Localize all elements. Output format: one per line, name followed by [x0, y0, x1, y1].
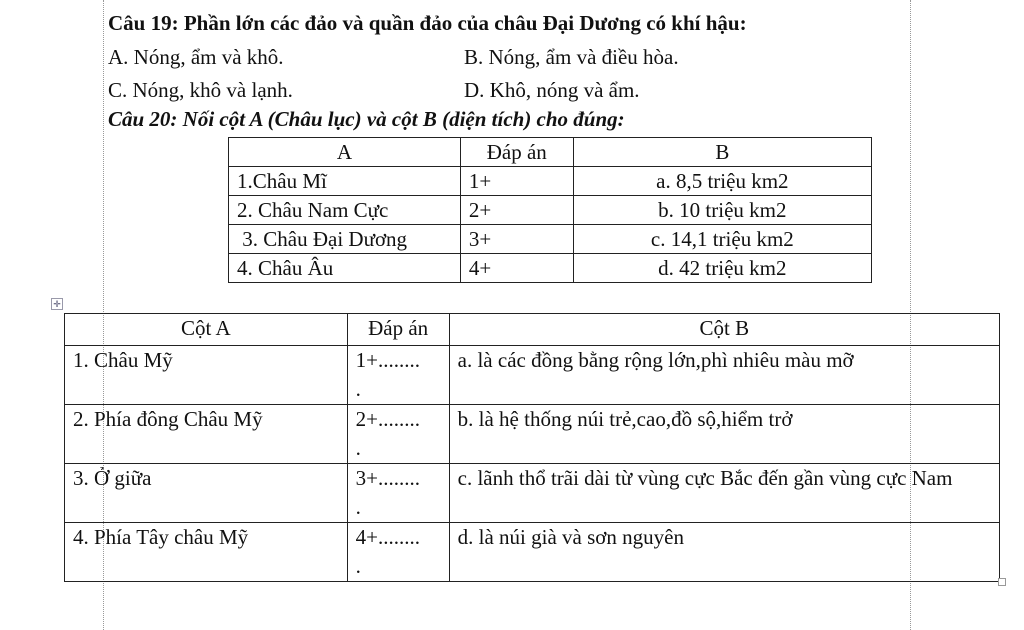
table-header-row — [65, 314, 1000, 346]
cell-answer[interactable]: 3+ — [460, 225, 573, 254]
option-c: C. Nóng, khô và lạnh. — [108, 78, 293, 102]
cell-a: 3. Ở giữa — [65, 464, 348, 523]
cell-answer[interactable]: 2+ — [460, 196, 573, 225]
option-a: A. Nóng, ẩm và khô. — [108, 45, 284, 69]
table-row — [65, 405, 1000, 464]
answer-blank[interactable]: 3+........ — [355, 466, 421, 490]
cell-answer[interactable] — [347, 405, 449, 464]
table-resize-handle-icon[interactable] — [998, 578, 1006, 586]
answer-blank[interactable]: 1+........ — [355, 348, 421, 372]
table-row — [229, 225, 872, 254]
cell-b: d. là núi già và sơn nguyên — [449, 523, 999, 582]
table-row — [229, 196, 872, 225]
question-19: Câu 19: Phần lớn các đảo và quần đảo của châu Đại Dương có khí hậu: — [108, 11, 747, 35]
cell-a: 2. Châu Nam Cực — [229, 196, 461, 225]
cell-b: c. 14,1 triệu km2 — [573, 225, 871, 254]
answer-blank[interactable]: 2+........ — [355, 407, 421, 431]
table-header-row — [229, 138, 872, 167]
cell-b: d. 42 triệu km2 — [573, 254, 871, 283]
answer-blank-cont: . — [355, 554, 361, 578]
cell-a: 2. Phía đông Châu Mỹ — [65, 405, 348, 464]
cell-b: a. là các đồng bằng rộng lớn,phì nhiêu màu mỡ — [449, 346, 999, 405]
answer-blank-cont: . — [355, 436, 361, 460]
america-matching-table — [64, 313, 1000, 582]
area-matching-table — [228, 137, 872, 283]
cell-a: 1. Châu Mỹ — [65, 346, 348, 405]
option-d: D. Khô, nóng và ẩm. — [464, 78, 640, 102]
cell-b: c. lãnh thổ trãi dài từ vùng cực Bắc đến gần vùng cực Nam — [449, 464, 999, 523]
cell-a: 1.Châu Mĩ — [229, 167, 461, 196]
header-b: B — [573, 138, 871, 167]
answer-blank-cont: . — [355, 495, 361, 519]
table-row — [65, 464, 1000, 523]
cell-answer[interactable]: 4+ — [460, 254, 573, 283]
option-b: B. Nóng, ẩm và điều hòa. — [464, 45, 679, 69]
cell-answer[interactable]: 1+ — [460, 167, 573, 196]
cell-a: 4. Phía Tây châu Mỹ — [65, 523, 348, 582]
table-row — [65, 523, 1000, 582]
cell-b: b. là hệ thống núi trẻ,cao,đồ sộ,hiểm trở — [449, 405, 999, 464]
header-a: A — [229, 138, 461, 167]
table-move-handle-icon[interactable]: ✛ — [51, 298, 63, 310]
header-col-b: Cột B — [449, 314, 999, 346]
table-row — [229, 167, 872, 196]
cell-b: a. 8,5 triệu km2 — [573, 167, 871, 196]
cell-answer[interactable] — [347, 464, 449, 523]
cell-answer[interactable] — [347, 346, 449, 405]
header-answer: Đáp án — [460, 138, 573, 167]
answer-blank-cont: . — [355, 377, 361, 401]
table-row — [229, 254, 872, 283]
cell-a: 3. Châu Đại Dương — [229, 225, 461, 254]
cell-b: b. 10 triệu km2 — [573, 196, 871, 225]
question-20: Câu 20: Nối cột A (Châu lục) và cột B (diện tích) cho đúng: — [108, 107, 625, 131]
header-col-a: Cột A — [65, 314, 348, 346]
table-row — [65, 346, 1000, 405]
header-answer: Đáp án — [347, 314, 449, 346]
cell-answer[interactable] — [347, 523, 449, 582]
answer-blank[interactable]: 4+........ — [355, 525, 421, 549]
cell-a: 4. Châu Âu — [229, 254, 461, 283]
